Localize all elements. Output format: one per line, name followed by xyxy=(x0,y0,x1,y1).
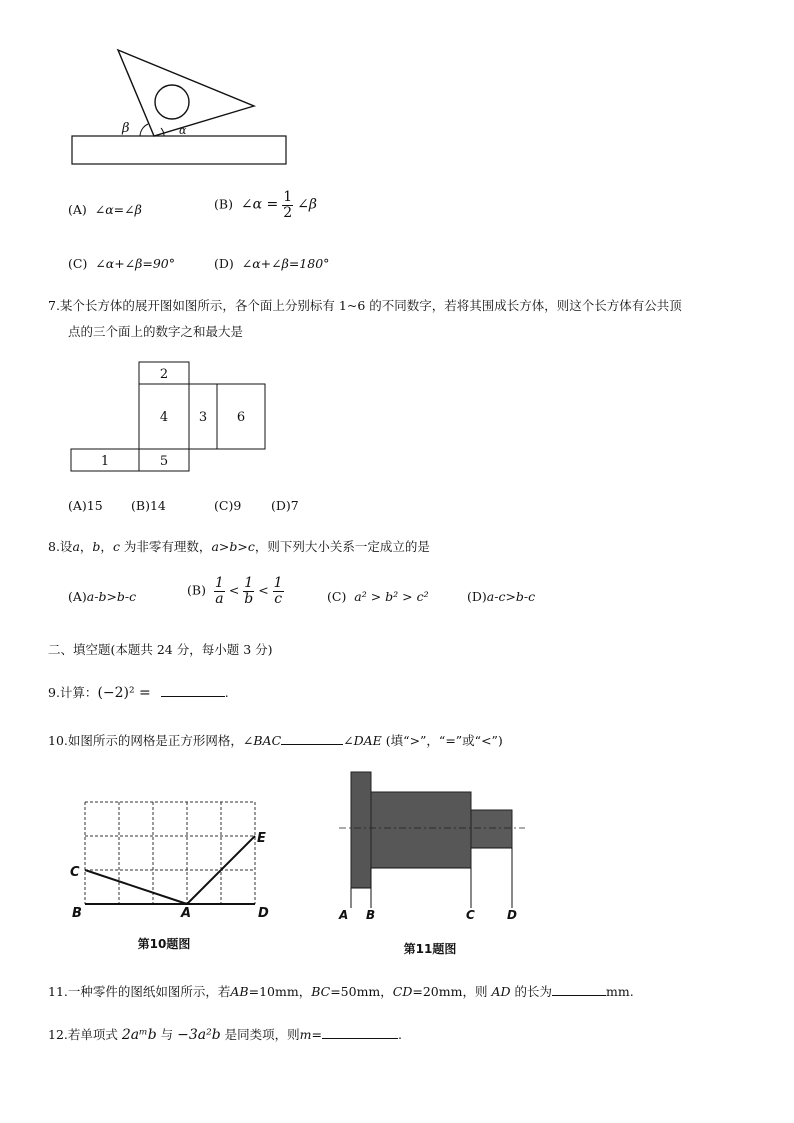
fraction-num: 1 xyxy=(273,575,283,591)
option-key: (B) xyxy=(214,196,233,212)
segment-ab: AB xyxy=(230,984,249,999)
option-key: (A) xyxy=(68,589,87,604)
q9-prefix: 9.计算： xyxy=(48,685,98,700)
q8-stem xyxy=(48,537,430,555)
q8-stem-mid: 为非零有理数， xyxy=(119,539,212,554)
q6-option-c[interactable] xyxy=(68,256,175,271)
angle-beta-arc xyxy=(140,124,148,136)
q11-answer-blank[interactable] xyxy=(552,983,606,996)
option-post: ∠β xyxy=(297,196,317,213)
q7-net-figure xyxy=(70,362,270,474)
q10-caption: 第10题图 xyxy=(137,937,191,951)
option-text: ∠α=∠β xyxy=(94,202,142,217)
segment-bc: BC xyxy=(311,984,331,999)
section-2-title: 二、填空题(本题共 24 分，每小题 3 分) xyxy=(48,642,273,657)
q10-answer-blank[interactable] xyxy=(281,732,343,745)
fraction-den: c xyxy=(274,590,283,607)
q11-prefix: 11.一种零件的图纸如图所示，若 xyxy=(48,984,231,999)
var-a: a xyxy=(72,539,80,554)
q9-suffix: . xyxy=(224,685,229,700)
q10-prefix: 10.如图所示的网格是正方形网格， xyxy=(48,733,243,748)
set-square-hole xyxy=(155,85,189,119)
option-key: (C) xyxy=(68,256,88,271)
q12-stem xyxy=(48,1025,402,1043)
q6-figure xyxy=(60,40,300,170)
segment-ad: AD xyxy=(491,984,511,999)
q11-mid: 的长为 xyxy=(510,984,552,999)
var-c: c xyxy=(112,539,120,554)
q8-option-d[interactable] xyxy=(467,589,535,604)
q7-option-b[interactable]: (B)14 xyxy=(131,498,166,513)
ruler xyxy=(72,136,286,164)
part-label-d: D xyxy=(507,908,517,922)
part-section-cd xyxy=(471,810,512,848)
label-alpha: α xyxy=(179,124,187,137)
q11-caption: 第11题图 xyxy=(403,942,457,956)
net-label-6: 6 xyxy=(236,410,246,425)
fraction-den: a xyxy=(215,590,224,607)
value-bc: =50mm， xyxy=(330,984,393,999)
option-key: (D) xyxy=(467,589,487,604)
point-a-label: A xyxy=(181,906,192,921)
point-b-label: B xyxy=(72,906,82,921)
fraction-1-over-c xyxy=(273,576,284,606)
fraction-num: 1 xyxy=(283,189,293,205)
q12-mid: 与 xyxy=(156,1027,178,1042)
q12-suffix: 是同类项，则 xyxy=(220,1027,300,1042)
segment-ca xyxy=(85,870,187,904)
q12-term1: 2aᵐb xyxy=(121,1027,157,1043)
q12-end: . xyxy=(398,1027,402,1042)
option-key: (A) xyxy=(68,202,87,217)
part-label-b: B xyxy=(366,908,376,922)
value-cd: =20mm，则 xyxy=(412,984,488,999)
fraction-half xyxy=(282,190,293,220)
q7-option-d[interactable]: (D)7 xyxy=(271,498,299,513)
fraction-num: 1 xyxy=(244,575,254,591)
q10-suffix: (填“>”，“=”或“<”) xyxy=(385,733,503,748)
point-e-label: E xyxy=(257,831,266,846)
q8-option-a[interactable] xyxy=(68,589,136,604)
q12-eq: = xyxy=(311,1027,323,1042)
segment-cd: CD xyxy=(392,984,413,999)
q10-angle-bac: ∠BAC xyxy=(242,733,282,748)
option-text: a-c>b-c xyxy=(486,589,536,604)
part-section-ab xyxy=(351,772,371,888)
less-than: < xyxy=(228,582,240,598)
q10-stem xyxy=(48,731,503,749)
sep: ， xyxy=(79,539,93,554)
q7-stem-line1: 7.某个长方体的展开图如图所示，各个面上分别标有 1~6 的不同数字，若将其围成长方体，则这个长方体有公共顶 xyxy=(48,298,682,313)
net-label-2: 2 xyxy=(159,367,169,382)
q9-expression: (−2)² = xyxy=(97,685,151,701)
option-pre: ∠α = xyxy=(240,196,279,213)
q8-condition: a>b>c xyxy=(211,539,255,554)
option-text: a-b>b-c xyxy=(86,589,137,604)
fraction-den: 2 xyxy=(283,204,293,221)
net-label-3: 3 xyxy=(198,410,208,425)
q7-option-c[interactable]: (C)9 xyxy=(214,498,242,513)
q6-option-b[interactable] xyxy=(214,190,317,220)
option-text: ∠α+∠β=180° xyxy=(241,256,330,271)
net-label-4: 4 xyxy=(159,410,169,425)
var-b: b xyxy=(92,539,101,554)
option-text: a² > b² > c² xyxy=(354,589,429,604)
option-key: (D) xyxy=(214,256,234,271)
net-label-5: 5 xyxy=(159,454,169,469)
part-label-a: A xyxy=(339,908,349,922)
sep: ， xyxy=(100,539,113,554)
q12-answer-blank[interactable] xyxy=(322,1026,398,1039)
label-beta: β xyxy=(122,121,130,136)
q11-unit: mm. xyxy=(606,984,634,999)
q7-option-a[interactable]: (A)15 xyxy=(68,498,103,513)
q8-option-b[interactable] xyxy=(187,576,284,606)
value-ab: =10mm， xyxy=(248,984,312,999)
q12-prefix: 12.若单项式 xyxy=(48,1027,122,1042)
q8-stem-prefix: 8.设 xyxy=(48,539,73,554)
q11-stem xyxy=(48,982,634,1000)
q7-stem-line2: 点的三个面上的数字之和最大是 xyxy=(68,324,244,339)
fraction-num: 1 xyxy=(214,575,224,591)
q9 xyxy=(48,683,229,701)
fraction-den: b xyxy=(244,590,254,607)
option-key: (C) xyxy=(327,589,347,604)
q9-answer-blank[interactable] xyxy=(161,684,225,697)
fraction-1-over-b xyxy=(243,576,254,606)
q6-option-a[interactable] xyxy=(68,202,142,217)
q12-term2: −3a²b xyxy=(177,1027,221,1043)
q8-stem-suffix: ，则下列大小关系一定成立的是 xyxy=(254,539,430,554)
point-d-label: D xyxy=(258,906,269,921)
q11-figure xyxy=(335,766,535,961)
option-key: (B) xyxy=(187,582,206,598)
q6-option-d[interactable] xyxy=(214,256,329,271)
q10-angle-dae: ∠DAE xyxy=(343,733,382,748)
part-label-c: C xyxy=(466,908,475,922)
part-section-bc xyxy=(371,792,471,868)
net-label-1: 1 xyxy=(100,454,110,469)
point-c-label: C xyxy=(70,865,80,880)
option-text: ∠α+∠β=90° xyxy=(95,256,175,271)
less-than: < xyxy=(258,582,269,598)
q10-figure xyxy=(68,796,288,956)
fraction-1-over-a xyxy=(214,576,225,606)
q12-var-m: m xyxy=(299,1027,312,1042)
q8-option-c[interactable] xyxy=(327,589,429,604)
